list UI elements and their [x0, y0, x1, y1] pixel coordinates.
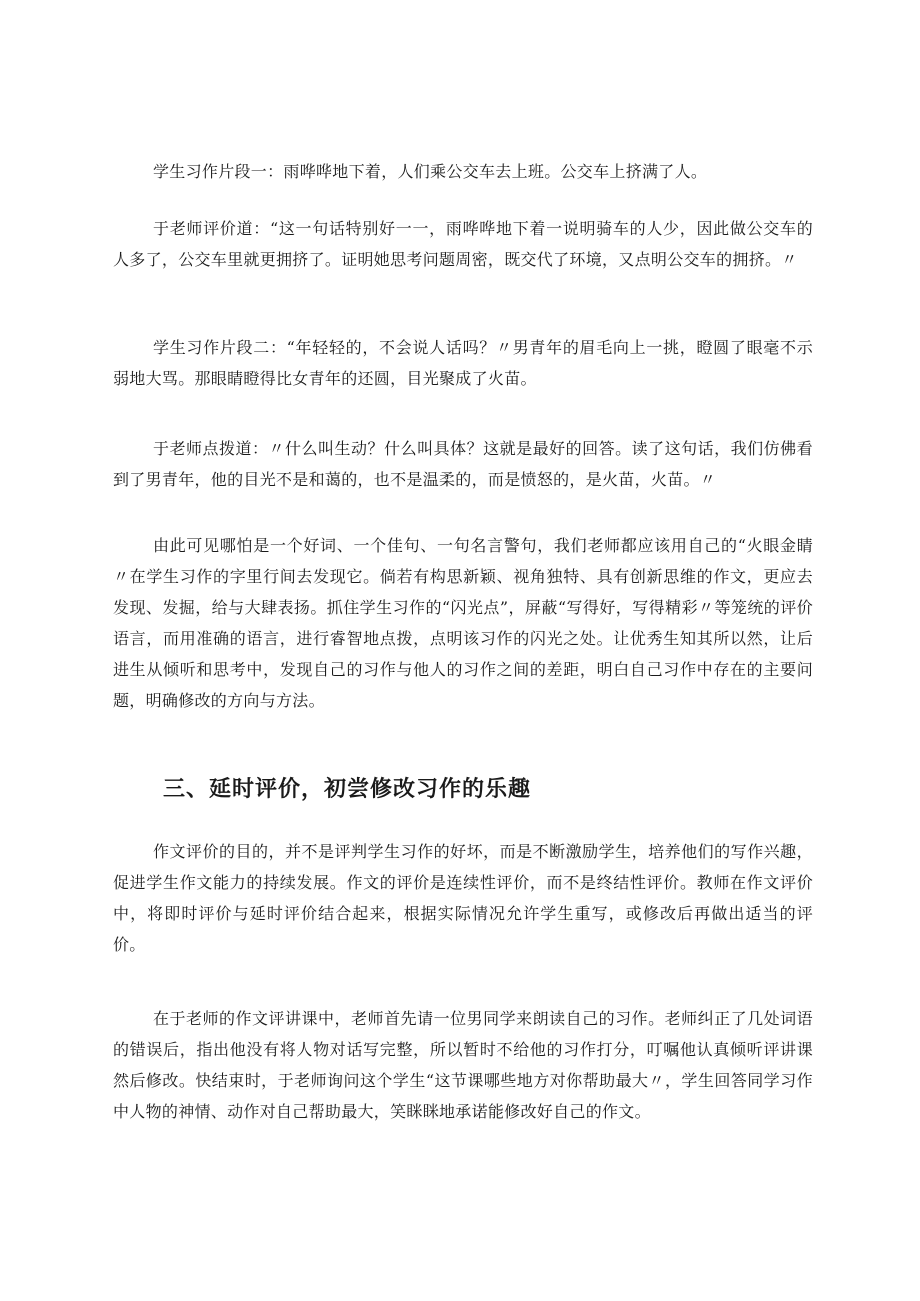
paragraph-teacher-comment-2: 于老师点拨道：〃什么叫生动？什么叫具体？这就是最好的回答。读了这句话，我们仿佛看到了男青年，他的目光不是和蔼的，也不是温柔的，而是愤怒的，是火苗，火苗。〃: [113, 439, 813, 489]
paragraph-classroom-example: 在于老师的作文评讲课中，老师首先请一位男同学来朗读自己的习作。老师纠正了几处词语的错误后，指出他没有将人物对话写完整，所以暂时不给他的习作打分，叮嘱他认真倾听评讲课然后修改。快结束时，于老师询问这个学生“这节课哪些地方对你帮助最大〃，学生回答同学习作中人物的神情、动作对自己帮助最大，笑眯眯地承诺能修改好自己的作文。: [113, 1009, 813, 1121]
paragraph-student-excerpt-2: 学生习作片段二：“年轻轻的，不会说人话吗？〃男青年的眉毛向上一挑，瞪圆了眼毫不示弱地大骂。那眼睛瞪得比女青年的还圆，目光聚成了火苗。: [113, 338, 813, 388]
paragraph-student-excerpt-1: 学生习作片段一：雨哗哗地下着，人们乘公交车去上班。公交车上挤满了人。: [153, 162, 708, 181]
paragraph-evaluation-purpose: 作文评价的目的，并不是评判学生习作的好坏，而是不断激励学生，培养他们的写作兴趣，促进学生作文能力的持续发展。作文的评价是连续性评价，而不是终结性评价。教师在作文评价中，将即时评价与延时评价结合起来，根据实际情况允许学生重写，或修改后再做出适当的评价。: [113, 842, 813, 954]
section-heading: 三、延时评价，初尝修改习作的乐趣: [163, 776, 532, 802]
paragraph-summary: 由此可见哪怕是一个好词、一个佳句、一句名言警句，我们老师都应该用自己的“火眼金睛〃在学生习作的字里行间去发现它。倘若有构思新颖、视角独特、具有创新思维的作文，更应去发现、发掘，给与大肆表扬。抓住学生习作的“闪光点”，屏蔽“写得好，写得精彩〃等笼统的评价语言，而用准确的语言，进行睿智地点拨，点明该习作的闪光之处。让优秀生知其所以然，让后进生从倾听和思考中，发现自己的习作与他人的习作之间的差距，明白自己习作中存在的主要问题，明确修改的方向与方法。: [113, 536, 813, 710]
paragraph-teacher-comment-1: 于老师评价道：“这一句话特别好一一，雨哗哗地下着一说明骑车的人少，因此做公交车的人多了，公交车里就更拥挤了。证明她思考问题周密，既交代了环境，又点明公交车的拥挤。〃: [113, 219, 813, 269]
